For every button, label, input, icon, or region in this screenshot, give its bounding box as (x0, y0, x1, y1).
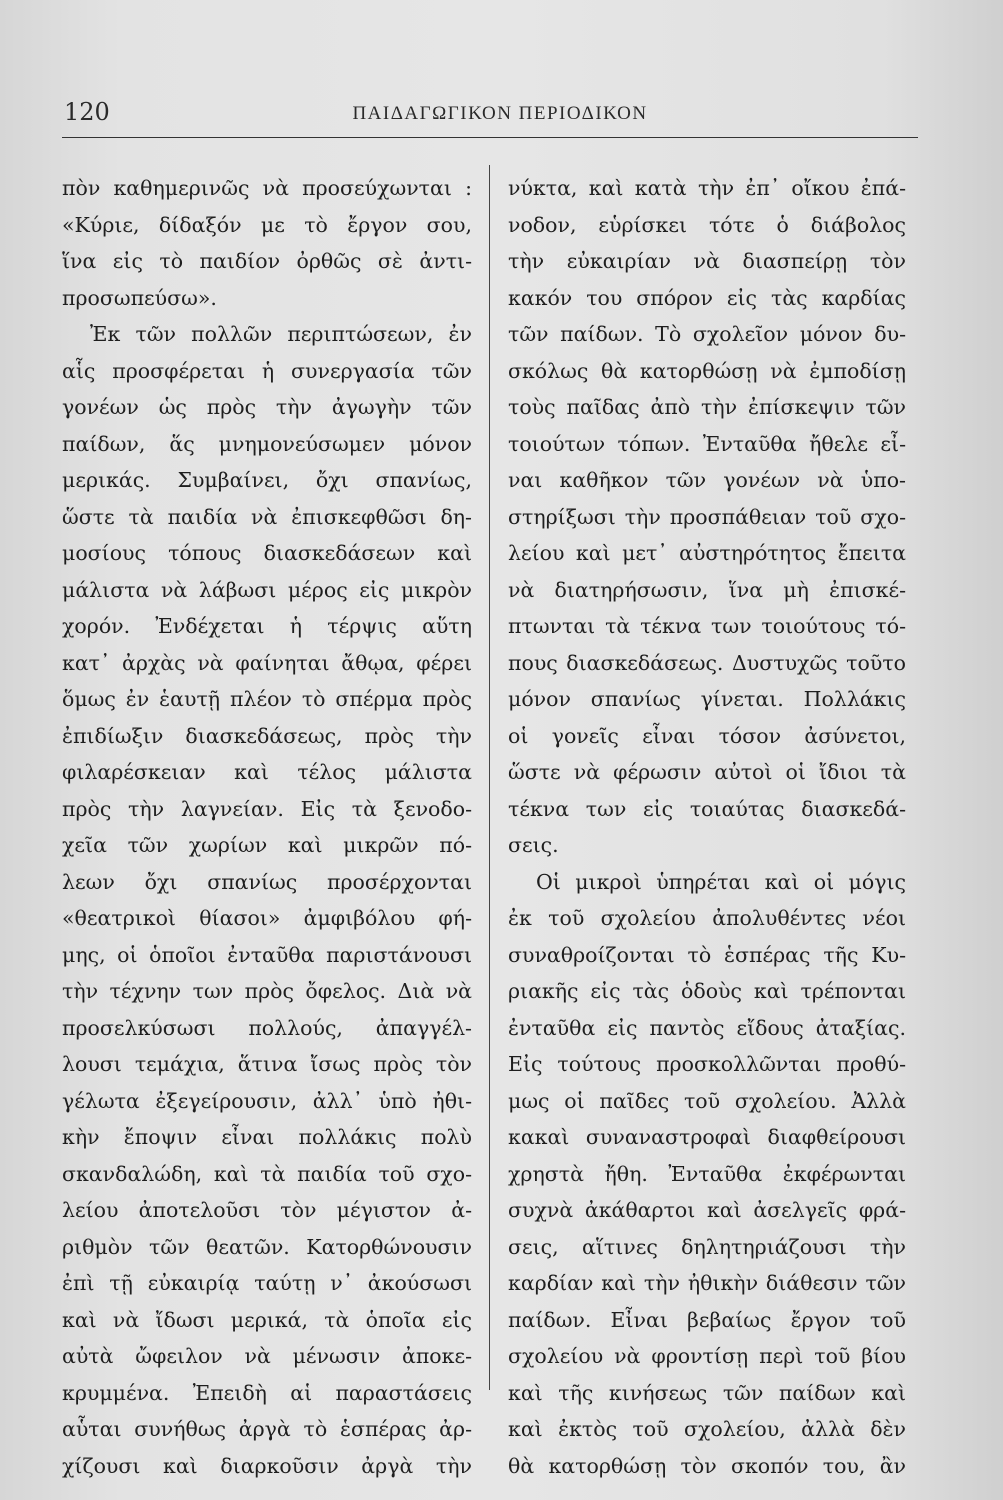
text-line: φιλαρέσκειαν καὶ τέλος μάλιστα (62, 760, 472, 784)
text-line: χρηστὰ ἤθη. Ἐνταῦθα ἐκφέρωνται (508, 1161, 906, 1186)
text-line: σκόλως θὰ κατορθώσῃ νὰ ἐμποδίσῃ (508, 358, 906, 383)
text-line: πους διασκεδάσεως. Δυστυχῶς τοῦτο (508, 650, 906, 675)
text-line: Οἱ μικροὶ ὑπηρέται καὶ οἱ μόγις (536, 869, 906, 894)
text-line: κὴν ἔποψιν εἶναι πολλάκις πολὺ (62, 1125, 472, 1149)
text-line: προσωπεύσω». (62, 285, 217, 310)
text-line: χορόν. Ἐνδέχεται ἡ τέρψις αὕτη (62, 614, 472, 638)
text-line: λεων ὄχι σπανίως προσέρχονται (62, 869, 472, 894)
text-line: ριακῆς εἰς τὰς ὁδοὺς καὶ τρέπονται (508, 979, 906, 1003)
text-line: μάλιστα νὰ λάβωσι μέρος εἰς μικρὸν (62, 577, 472, 602)
text-line: ὥστε τὰ παιδία νὰ ἐπισκεφθῶσι δη- (62, 504, 472, 529)
text-line: ριθμὸν τῶν θεατῶν. Κατορθώνουσιν (62, 1234, 472, 1259)
text-line: καὶ τῆς κινήσεως τῶν παίδων καὶ (508, 1380, 906, 1405)
text-line: παίδων. Εἶναι βεβαίως ἔργον τοῦ (508, 1307, 906, 1332)
text-line: αἷς προσφέρεται ἡ συνεργασία τῶν (62, 358, 472, 383)
text-line: προσελκύσωσι πολλούς, ἀπαγγέλ- (62, 1015, 472, 1040)
text-line: μερικάς. Συμβαίνει, ὄχι σπανίως, (62, 468, 472, 492)
right-column (508, 170, 906, 1484)
text-line: τέκνα των εἰς τοιαύτας διασκεδά- (508, 796, 906, 821)
text-line: σχολείου νὰ φροντίσῃ περὶ τοῦ βίου (508, 1344, 906, 1368)
text-line: χεῖα τῶν χωρίων καὶ μικρῶν πό- (62, 833, 472, 857)
text-line: τὴν τέχνην των πρὸς ὄφελος. Διὰ νὰ (62, 979, 472, 1003)
text-line: οἱ γονεῖς εἶναι τόσον ἀσύνετοι, (508, 723, 906, 748)
text-line: τὴν εὐκαιρίαν νὰ διασπείρῃ τὸν (508, 249, 906, 273)
text-line: νύκτα, καὶ κατὰ τὴν ἐπ᾽ οἴκου ἐπά- (508, 176, 906, 200)
text-line: αὗται συνήθως ἀργὰ τὸ ἑσπέρας ἀρ- (62, 1417, 472, 1441)
running-header: ΠΑΙΔΑΓΩΓΙΚΟΝ ΠΕΡΙΟΔΙΚΟΝ (352, 103, 648, 124)
text-line: ἵνα εἰς τὸ παιδίον ὀρθῶς σὲ ἀντι- (62, 249, 472, 273)
text-line: σεις. (508, 833, 559, 857)
text-line: σκανδαλώδη, καὶ τὰ παιδία τοῦ σχο- (62, 1161, 472, 1186)
text-line: κακαὶ συναναστροφαὶ διαφθείρουσι (508, 1125, 906, 1149)
page-number: 120 (64, 98, 110, 126)
text-line: συχνὰ ἀκάθαρτοι καὶ ἀσελγεῖς φρά- (508, 1198, 906, 1222)
text-line: λουσι τεμάχια, ἅτινα ἴσως πρὸς τὸν (62, 1052, 472, 1076)
text-line: νοδον, εὑρίσκει τότε ὁ διάβολος (508, 212, 906, 237)
text-line: ὅμως ἐν ἑαυτῇ πλέον τὸ σπέρμα πρὸς (62, 687, 472, 711)
text-line: μως οἱ παῖδες τοῦ σχολείου. Ἀλλὰ (508, 1088, 906, 1113)
text-line: καρδίαν καὶ τὴν ἠθικὴν διάθεσιν τῶν (508, 1271, 906, 1295)
text-line: τῶν παίδων. Τὸ σχολεῖον μόνον δυ- (508, 322, 906, 346)
text-line: Εἰς τούτους προσκολλῶνται προθύ- (508, 1052, 906, 1076)
text-line: «θεατρικοὶ θίασοι» ἀμφιβόλου φή- (62, 906, 472, 930)
text-line: κακόν του σπόρον εἰς τὰς καρδίας (508, 285, 906, 310)
text-line: λείου καὶ μετ᾽ αὐστηρότητος ἔπειτα (508, 541, 906, 565)
text-line: ἐπὶ τῇ εὐκαιρίᾳ ταύτῃ ν᾽ ἀκούσωσι (62, 1271, 472, 1295)
text-line: θὰ κατορθώσῃ τὸν σκοπόν του, ἂν (508, 1453, 906, 1478)
text-line: καὶ ἐκτὸς τοῦ σχολείου, ἀλλὰ δὲν (508, 1417, 906, 1441)
text-line: ἐνταῦθα εἰς παντὸς εἴδους ἀταξίας. (508, 1015, 906, 1040)
text-line: τοὺς παῖδας ἀπὸ τὴν ἐπίσκεψιν τῶν (508, 395, 906, 419)
column-divider (489, 165, 490, 1390)
text-line: μης, οἱ ὁποῖοι ἐνταῦθα παριστάνουσι (62, 942, 472, 967)
text-line: μοσίους τόπους διασκεδάσεων καὶ (62, 541, 472, 565)
header-rule (62, 137, 918, 138)
text-line: αὐτὰ ὤφειλον νὰ μένωσιν ἀποκε- (62, 1344, 472, 1368)
text-line: συναθροίζονται τὸ ἑσπέρας τῆς Κυ- (508, 942, 906, 967)
text-line: χίζουσι καὶ διαρκοῦσιν ἀργὰ τὴν (62, 1453, 472, 1478)
text-line: γέλωτα ἐξεγείρουσιν, ἀλλ᾽ ὑπὸ ἠθι- (62, 1088, 472, 1113)
text-line: νὰ διατηρήσωσιν, ἵνα μὴ ἐπισκέ- (508, 577, 906, 602)
text-line: κατ᾽ ἀρχὰς νὰ φαίνηται ἄθῳα, φέρει (62, 650, 472, 675)
text-line: γονέων ὡς πρὸς τὴν ἀγωγὴν τῶν (62, 395, 472, 419)
text-line: ναι καθῆκον τῶν γονέων νὰ ὑπο- (508, 468, 906, 492)
text-line: τοιούτων τόπων. Ἐνταῦθα ἤθελε εἶ- (508, 431, 906, 456)
text-line: σεις, αἵτινες δηλητηριάζουσι τὴν (508, 1234, 906, 1259)
text-line: ἐπιδίωξιν διασκεδάσεως, πρὸς τὴν (62, 723, 472, 748)
text-line: λείου ἀποτελοῦσι τὸν μέγιστον ἀ- (62, 1198, 472, 1222)
text-line: καὶ νὰ ἴδωσι μερικά, τὰ ὁποῖα εἰς (62, 1307, 472, 1332)
text-line: παίδων, ἅς μνημονεύσωμεν μόνον (62, 431, 472, 456)
text-line: στηρίξωσι τὴν προσπάθειαν τοῦ σχο- (508, 504, 906, 529)
text-line: μόνον σπανίως γίνεται. Πολλάκις (508, 687, 906, 711)
text-line: κρυμμένα. Ἐπειδὴ αἱ παραστάσεις (62, 1380, 472, 1405)
text-line: πρὸς τὴν λαγνείαν. Εἰς τὰ ξενοδο- (62, 796, 472, 821)
text-line: ἐκ τοῦ σχολείου ἀπολυθέντες νέοι (508, 906, 906, 930)
left-column (62, 170, 472, 1484)
text-line: πτωνται τὰ τέκνα των τοιούτους τό- (508, 614, 906, 638)
text-line: Ἐκ τῶν πολλῶν περιπτώσεων, ἐν (90, 322, 472, 346)
text-line: ὥστε νὰ φέρωσιν αὐτοὶ οἱ ἴδιοι τὰ (508, 760, 906, 784)
text-line: πὸν καθημερινῶς νὰ προσεύχωνται : (62, 176, 472, 200)
text-line: «Κύριε, δίδαξόν με τὸ ἔργον σου, (62, 212, 472, 237)
